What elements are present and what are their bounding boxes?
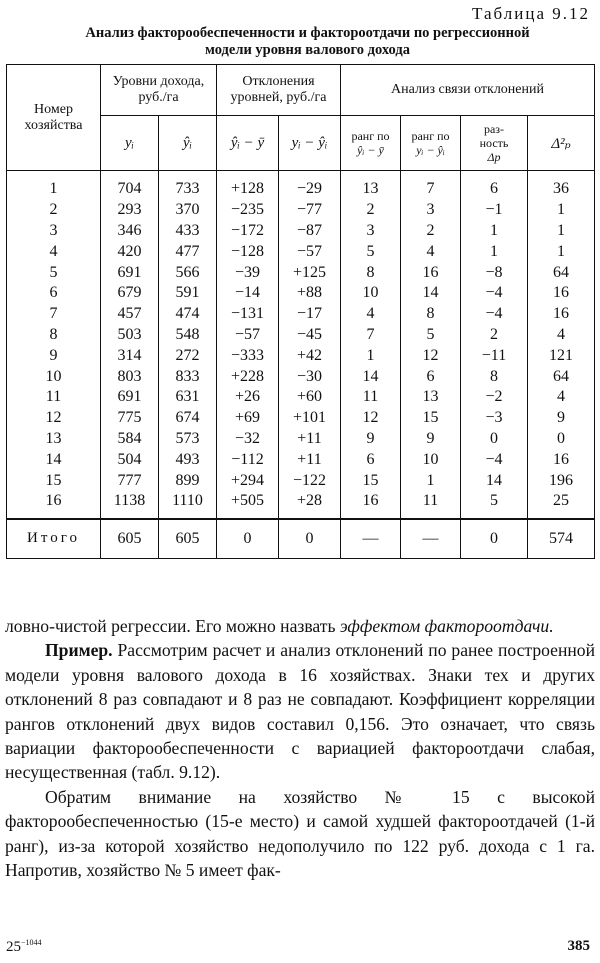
table-cell: 6 bbox=[7, 283, 101, 304]
table-cell: +228 bbox=[217, 366, 279, 387]
table-cell: 504 bbox=[101, 449, 159, 470]
table-cell: −4 bbox=[461, 283, 528, 304]
table-cell: 733 bbox=[159, 171, 217, 200]
table-cell: 775 bbox=[101, 408, 159, 429]
table-cell: 474 bbox=[159, 304, 217, 325]
table-cell: 293 bbox=[101, 200, 159, 221]
table-cell: 1 bbox=[528, 241, 595, 262]
table-cell: −39 bbox=[217, 262, 279, 283]
table-cell: 12 bbox=[401, 345, 461, 366]
table-cell: 493 bbox=[159, 449, 217, 470]
table-cell: +11 bbox=[279, 429, 341, 450]
table-row bbox=[7, 470, 595, 491]
table-cell: −30 bbox=[279, 366, 341, 387]
total-cell: 0 bbox=[279, 519, 341, 559]
total-row bbox=[7, 519, 595, 559]
table-cell: 3 bbox=[7, 221, 101, 242]
table-cell: 2 bbox=[7, 200, 101, 221]
paragraph-3: Обратим внимание на хозяйство № 15 с высокой факторообеспеченностью (15-е место) и самой худшей фактороотдачей (1-й ранг), из-за которой хозяйство недополучило по 122 руб. дохода с 1 га. Напротив, хозяйство № 5 имеет фак- bbox=[5, 786, 595, 881]
table-cell: −17 bbox=[279, 304, 341, 325]
table-cell: 15 bbox=[7, 470, 101, 491]
table-cell: 573 bbox=[159, 429, 217, 450]
table-cell: 15 bbox=[341, 470, 401, 491]
table-cell: 2 bbox=[461, 325, 528, 346]
table-cell: 13 bbox=[341, 171, 401, 200]
table-cell: 2 bbox=[341, 200, 401, 221]
table-cell: 1110 bbox=[159, 491, 217, 519]
table-cell: 4 bbox=[401, 241, 461, 262]
table-cell: +69 bbox=[217, 408, 279, 429]
table-cell: +11 bbox=[279, 449, 341, 470]
table-cell: 4 bbox=[528, 325, 595, 346]
table-caption bbox=[20, 25, 595, 59]
table-cell: +28 bbox=[279, 491, 341, 519]
table-cell: 14 bbox=[461, 470, 528, 491]
table-cell: 1 bbox=[528, 200, 595, 221]
table-cell: 6 bbox=[401, 366, 461, 387]
header-income-levels: Уровни дохода, руб./га bbox=[101, 65, 217, 116]
table-cell: −4 bbox=[461, 449, 528, 470]
table-cell: 13 bbox=[401, 387, 461, 408]
table-cell: 8 bbox=[461, 366, 528, 387]
table-cell: 477 bbox=[159, 241, 217, 262]
printer-signature: $25^{-1044}$ bbox=[6, 938, 42, 955]
table-cell: 11 bbox=[341, 387, 401, 408]
table-cell: 36 bbox=[528, 171, 595, 200]
table-cell: −2 bbox=[461, 387, 528, 408]
table-cell: 11 bbox=[7, 387, 101, 408]
table-row bbox=[7, 387, 595, 408]
table-cell: 370 bbox=[159, 200, 217, 221]
table-cell: 584 bbox=[101, 429, 159, 450]
table-row bbox=[7, 429, 595, 450]
table-cell: 64 bbox=[528, 366, 595, 387]
table-cell: 548 bbox=[159, 325, 217, 346]
table-cell: +88 bbox=[279, 283, 341, 304]
table-cell: 16 bbox=[528, 449, 595, 470]
table-cell: +505 bbox=[217, 491, 279, 519]
caption-line-2: модели уровня валового дохода bbox=[205, 42, 410, 58]
table-cell: −122 bbox=[279, 470, 341, 491]
table-cell: 64 bbox=[528, 262, 595, 283]
caption-line-1: Анализ факторообеспеченности и фактороотдачи по регрессионной bbox=[85, 25, 530, 41]
table-cell: −4 bbox=[461, 304, 528, 325]
table-cell: 3 bbox=[401, 200, 461, 221]
table-cell: 704 bbox=[101, 171, 159, 200]
header-dev-factor: ŷᵢ − ȳ bbox=[217, 116, 279, 171]
total-cell: 605 bbox=[101, 519, 159, 559]
total-cell: — bbox=[341, 519, 401, 559]
body-text bbox=[5, 614, 595, 882]
table-cell: 420 bbox=[101, 241, 159, 262]
total-cell: 574 bbox=[528, 519, 595, 559]
table-row bbox=[7, 304, 595, 325]
table-cell: 9 bbox=[341, 429, 401, 450]
table-cell: 591 bbox=[159, 283, 217, 304]
header-rank-output: ранг по yᵢ − ŷᵢ bbox=[401, 116, 461, 171]
table-cell: −11 bbox=[461, 345, 528, 366]
table-cell: 0 bbox=[528, 429, 595, 450]
header-yi: yᵢ bbox=[101, 116, 159, 171]
page-number: 385 bbox=[567, 938, 590, 954]
table-cell: 457 bbox=[101, 304, 159, 325]
table-row bbox=[7, 200, 595, 221]
total-cell: 0 bbox=[217, 519, 279, 559]
table-cell: −128 bbox=[217, 241, 279, 262]
table-cell: 14 bbox=[341, 366, 401, 387]
table-cell: 4 bbox=[7, 241, 101, 262]
total-cell: 0 bbox=[461, 519, 528, 559]
table-cell: 12 bbox=[341, 408, 401, 429]
table-row bbox=[7, 221, 595, 242]
table-cell: 8 bbox=[7, 325, 101, 346]
table-cell: 5 bbox=[401, 325, 461, 346]
table-cell: −32 bbox=[217, 429, 279, 450]
table-cell: 0 bbox=[461, 429, 528, 450]
table-cell: 4 bbox=[528, 387, 595, 408]
header-farm-number: Номер хозяйства bbox=[7, 65, 101, 171]
table-cell: 15 bbox=[401, 408, 461, 429]
header-yhat: ŷᵢ bbox=[159, 116, 217, 171]
table-cell: 16 bbox=[528, 304, 595, 325]
table-cell: 9 bbox=[401, 429, 461, 450]
table-cell: +42 bbox=[279, 345, 341, 366]
total-cell: — bbox=[401, 519, 461, 559]
table-cell: 566 bbox=[159, 262, 217, 283]
table-cell: 8 bbox=[341, 262, 401, 283]
table-cell: −14 bbox=[217, 283, 279, 304]
table-cell: 674 bbox=[159, 408, 217, 429]
total-cell: 605 bbox=[159, 519, 217, 559]
table-cell: 16 bbox=[528, 283, 595, 304]
table-cell: 1 bbox=[401, 470, 461, 491]
table-cell: 503 bbox=[101, 325, 159, 346]
table-cell: 631 bbox=[159, 387, 217, 408]
table-label: Таблица 9.12 bbox=[472, 4, 590, 23]
table-cell: 16 bbox=[341, 491, 401, 519]
header-deviations: Отклонения уровней, руб./га bbox=[217, 65, 341, 116]
table-cell: 5 bbox=[341, 241, 401, 262]
table-row bbox=[7, 345, 595, 366]
table-cell: −87 bbox=[279, 221, 341, 242]
table-cell: 272 bbox=[159, 345, 217, 366]
table-cell: −1 bbox=[461, 200, 528, 221]
table-cell: 899 bbox=[159, 470, 217, 491]
table-cell: 691 bbox=[101, 387, 159, 408]
table-cell: −333 bbox=[217, 345, 279, 366]
table-row bbox=[7, 283, 595, 304]
table-cell: 314 bbox=[101, 345, 159, 366]
table-cell: −112 bbox=[217, 449, 279, 470]
table-cell: +125 bbox=[279, 262, 341, 283]
term-emphasis: эффектом фактороотдачи. bbox=[339, 616, 554, 636]
table-cell: +101 bbox=[279, 408, 341, 429]
table-row bbox=[7, 325, 595, 346]
header-rank-difference: раз- ность Δp bbox=[461, 116, 528, 171]
table-cell: 6 bbox=[341, 449, 401, 470]
table-cell: 346 bbox=[101, 221, 159, 242]
example-label: Пример. bbox=[45, 640, 113, 661]
table-cell: 2 bbox=[401, 221, 461, 242]
table-cell: 1 bbox=[461, 221, 528, 242]
table-row bbox=[7, 449, 595, 470]
table-row bbox=[7, 171, 595, 200]
table-cell: 9 bbox=[528, 408, 595, 429]
table-cell: 433 bbox=[159, 221, 217, 242]
table-cell: −29 bbox=[279, 171, 341, 200]
table-cell: 1 bbox=[528, 221, 595, 242]
table-cell: −172 bbox=[217, 221, 279, 242]
table-cell: −45 bbox=[279, 325, 341, 346]
table-cell: 121 bbox=[528, 345, 595, 366]
header-dev-output: yᵢ − ŷᵢ bbox=[279, 116, 341, 171]
table-cell: +128 bbox=[217, 171, 279, 200]
table-cell: 691 bbox=[101, 262, 159, 283]
table-body bbox=[7, 171, 595, 519]
header-squared-difference: Δ²ₚ bbox=[528, 116, 595, 171]
table-cell: −57 bbox=[279, 241, 341, 262]
table-cell: +294 bbox=[217, 470, 279, 491]
table-cell: 10 bbox=[341, 283, 401, 304]
table-cell: 777 bbox=[101, 470, 159, 491]
table-cell: 4 bbox=[341, 304, 401, 325]
table-cell: 6 bbox=[461, 171, 528, 200]
table-cell: 3 bbox=[341, 221, 401, 242]
table-cell: 7 bbox=[341, 325, 401, 346]
table-cell: 16 bbox=[7, 491, 101, 519]
table-row bbox=[7, 241, 595, 262]
table-cell: 12 bbox=[7, 408, 101, 429]
table-cell: 10 bbox=[7, 366, 101, 387]
table-cell: 1 bbox=[7, 171, 101, 200]
table-cell: −3 bbox=[461, 408, 528, 429]
table-cell: 5 bbox=[7, 262, 101, 283]
table-cell: 679 bbox=[101, 283, 159, 304]
table-cell: 803 bbox=[101, 366, 159, 387]
table-cell: 7 bbox=[401, 171, 461, 200]
table-cell: 9 bbox=[7, 345, 101, 366]
table-cell: −235 bbox=[217, 200, 279, 221]
table-cell: 14 bbox=[7, 449, 101, 470]
table-row bbox=[7, 491, 595, 519]
table-row bbox=[7, 366, 595, 387]
table-cell: +60 bbox=[279, 387, 341, 408]
table-cell: 833 bbox=[159, 366, 217, 387]
table-cell: 1 bbox=[461, 241, 528, 262]
table-row bbox=[7, 262, 595, 283]
table-cell: 5 bbox=[461, 491, 528, 519]
table-cell: 11 bbox=[401, 491, 461, 519]
table-cell: 16 bbox=[401, 262, 461, 283]
total-label: Итого bbox=[7, 519, 101, 559]
table-cell: 10 bbox=[401, 449, 461, 470]
table-cell: +26 bbox=[217, 387, 279, 408]
header-analysis: Анализ связи отклонений bbox=[341, 65, 595, 116]
table-cell: 1 bbox=[341, 345, 401, 366]
paragraph-2: Пример. Рассмотрим расчет и анализ отклонений по ранее построенной модели уровня валового дохода в 16 хозяйствах. Знаки тех и других отклонений 8 раз совпадают и 8 раз не совпадают. Коэффициент корреляции рангов отклонений двух видов составил 0,156. Это означает, что связь вариации факторообеспеченности с вариацией фактороотдачи слабая, несущественная (табл. 9.12). bbox=[5, 640, 595, 783]
paragraph-1: ловно-чистой регрессии. Его можно назвать эффектом фактороотдачи. bbox=[5, 616, 554, 636]
table-cell: 13 bbox=[7, 429, 101, 450]
table-row bbox=[7, 408, 595, 429]
table-cell: 1138 bbox=[101, 491, 159, 519]
table-cell: −57 bbox=[217, 325, 279, 346]
table-cell: −131 bbox=[217, 304, 279, 325]
header-rank-factor: ранг по ŷᵢ − ȳ bbox=[341, 116, 401, 171]
table-cell: 8 bbox=[401, 304, 461, 325]
table-cell: 7 bbox=[7, 304, 101, 325]
table-cell: 25 bbox=[528, 491, 595, 519]
table-cell: −77 bbox=[279, 200, 341, 221]
factor-analysis-table bbox=[6, 64, 595, 559]
table-cell: 14 bbox=[401, 283, 461, 304]
table-cell: 196 bbox=[528, 470, 595, 491]
table-cell: −8 bbox=[461, 262, 528, 283]
